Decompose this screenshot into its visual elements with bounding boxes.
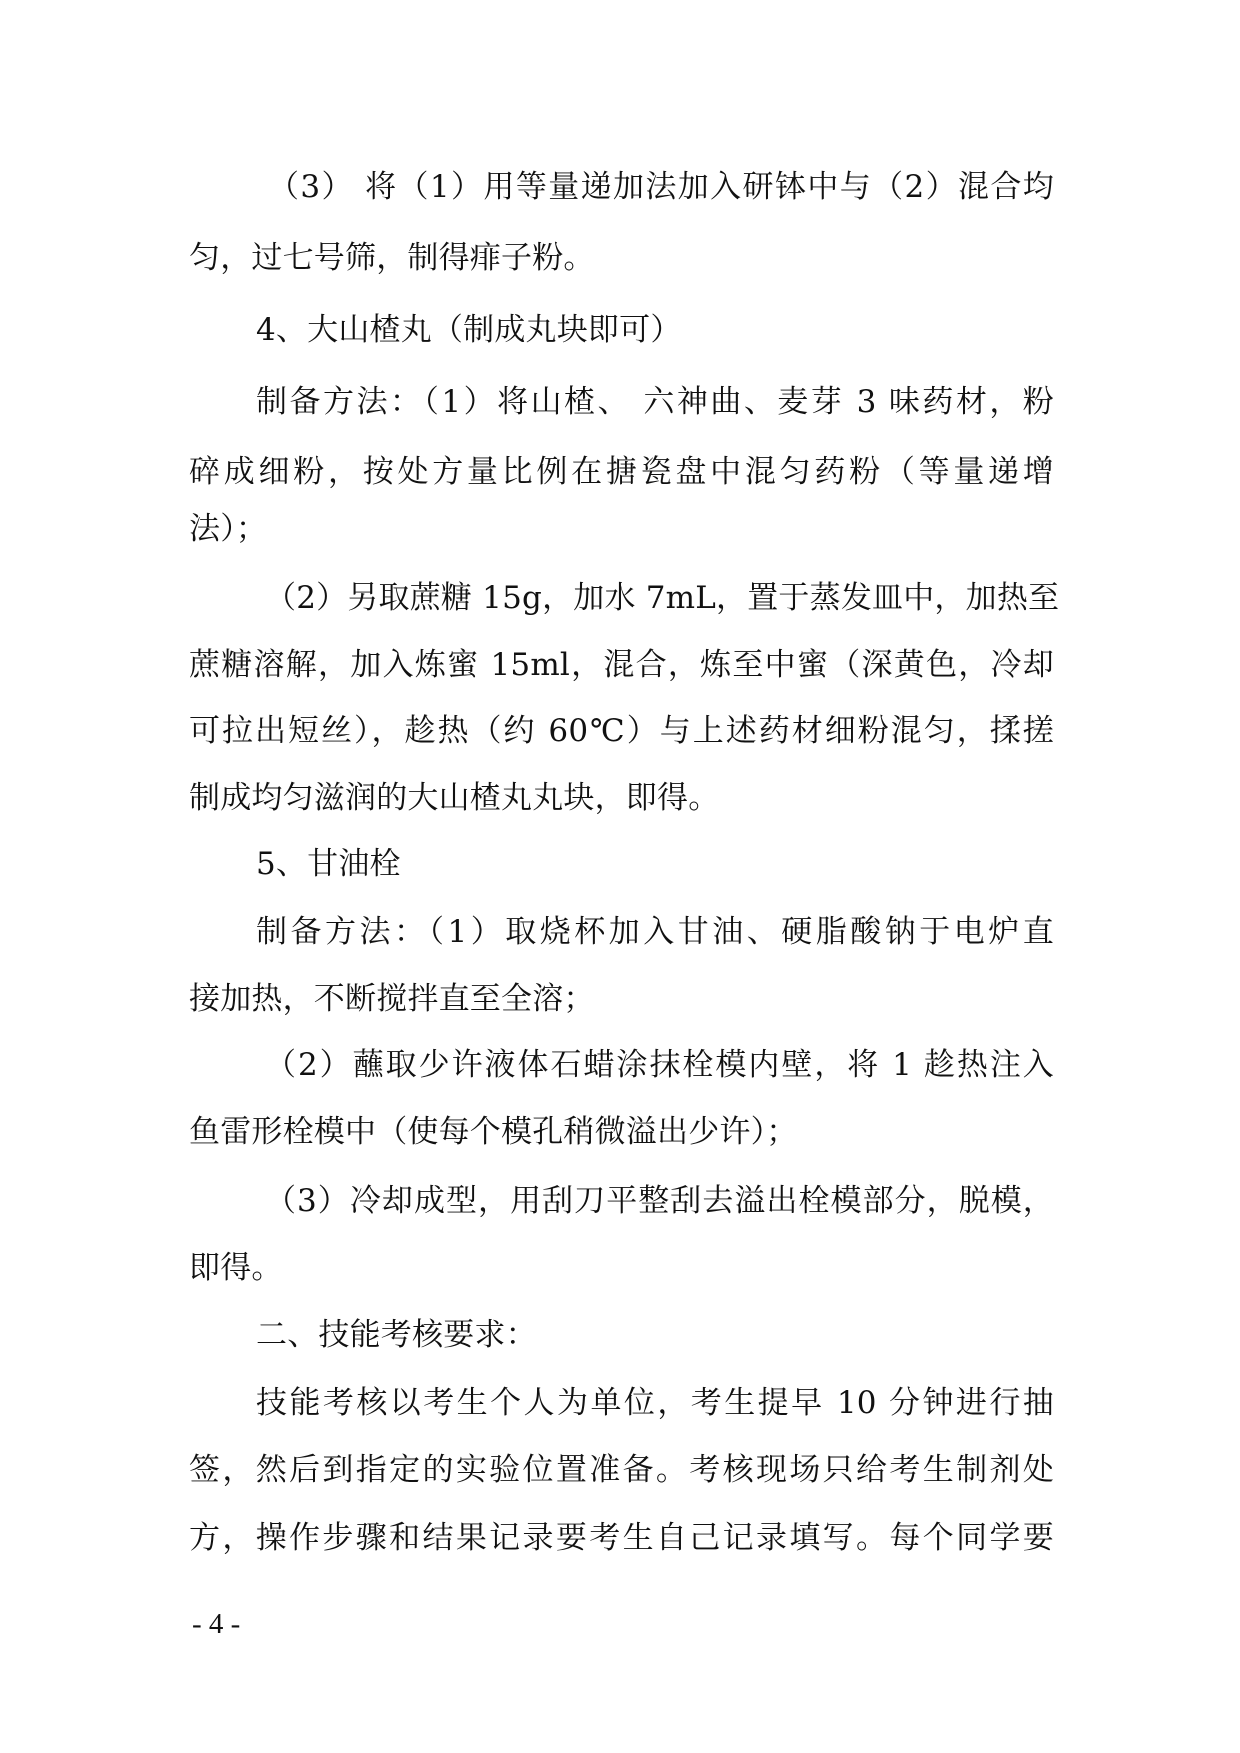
text-line: 可拉出短丝），趁热（约 60℃）与上述药材细粉混匀，揉搓 [189,713,1054,749]
text-line: （2）蘸取少许液体石蜡涂抹栓模内壁，将 1 趁热注入 [265,1047,1054,1083]
text-line: 制成均匀滋润的大山楂丸丸块，即得。 [189,780,720,816]
text-line: 法）； [189,511,268,547]
text-line: 二、技能考核要求： [256,1317,537,1353]
text-line: 碎成细粉，按处方量比例在搪瓷盘中混匀药粉（等量递增 [189,454,1054,490]
text-line: 匀，过七号筛，制得痱子粉。 [189,240,595,276]
text-line: （3） 将（1）用等量递加法加入研钵中与（2）混合均 [268,169,1054,205]
text-line: 接加热，不断搅拌直至全溶； [189,981,595,1017]
text-line: 蔗糖溶解，加入炼蜜 15ml，混合，炼至中蜜（深黄色，冷却 [189,647,1054,683]
text-line: 鱼雷形栓模中（使每个模孔稍微溢出少许）； [189,1114,798,1150]
text-line: 即得。 [189,1250,283,1286]
page-number: - 4 - [192,1608,241,1640]
text-line: （2）另取蔗糖 15g，加水 7mL，置于蒸发皿中，加热至 [265,580,1060,616]
text-line: 制备方法：（1）将山楂、 六神曲、麦芽 3 味药材，粉 [256,384,1054,420]
text-line: （3）冷却成型，用刮刀平整刮去溢出栓模部分，脱模， [265,1183,1054,1219]
text-line: 5、甘油栓 [256,846,401,882]
text-line: 技能考核以考生个人为单位，考生提早 10 分钟进行抽 [256,1385,1054,1421]
text-line: 4、大山楂丸（制成丸块即可） [256,312,682,348]
text-line: 签，然后到指定的实验位置准备。考核现场只给考生制剂处 [189,1452,1054,1488]
text-line: 方，操作步骤和结果记录要考生自己记录填写。每个同学要 [189,1520,1054,1556]
text-line: 制备方法：（1）取烧杯加入甘油、硬脂酸钠于电炉直 [256,914,1054,950]
